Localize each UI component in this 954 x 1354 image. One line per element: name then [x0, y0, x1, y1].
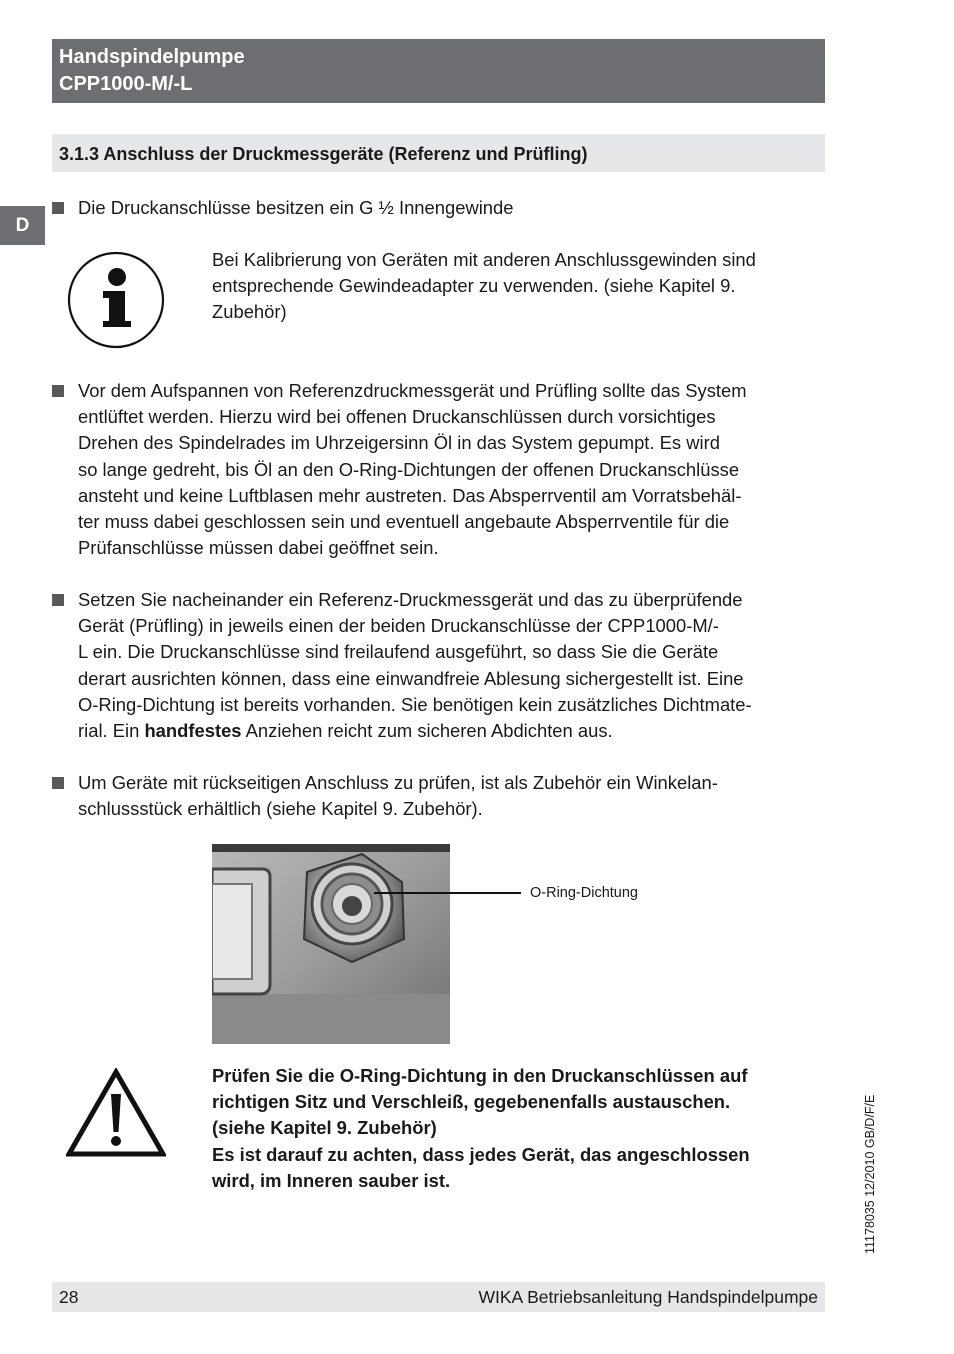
info-note-text — [212, 247, 824, 326]
text-line: entsprechende Gewindeadapter zu verwenden. (siehe Kapitel 9. — [212, 275, 736, 297]
o-ring-photo-drawing — [212, 844, 450, 1044]
bullet-paragraph — [78, 195, 823, 221]
bullet-marker — [52, 777, 64, 789]
text-line: wird, im Inneren sauber ist. — [212, 1169, 451, 1191]
header-model: CPP1000-M/-L — [59, 73, 193, 95]
text-line: derart ausrichten können, dass eine einwandfreie Ablesung sichergestellt ist. Eine — [78, 667, 744, 689]
text-line: Zubehör) — [212, 301, 287, 323]
emphasis-text: handfestes — [144, 720, 242, 742]
bullet-paragraph — [78, 378, 823, 561]
text-line: L ein. Die Druckanschlüsse sind freilaufend ausgeführt, so dass Sie die Geräte — [78, 641, 719, 663]
page-footer — [52, 1282, 825, 1312]
text-line: Um Geräte mit rückseitigen Anschluss zu prüfen, ist als Zubehör ein Winkelan- — [78, 772, 718, 793]
text-line: Bei Kalibrierung von Geräten mit anderen Anschlussgewinden sind — [212, 249, 756, 270]
text-line: so lange gedreht, bis Öl an den O-Ring-Dichtungen der offenen Druckanschlüsse — [78, 458, 740, 480]
page-header — [52, 39, 825, 103]
text-line: O-Ring-Dichtung ist bereits vorhanden. Sie benötigen kein zusätzliches Dichtmate- — [78, 693, 752, 715]
o-ring-photo — [212, 844, 450, 1044]
bullet-paragraph — [78, 587, 823, 744]
text-line: ter muss dabei geschlossen sein und eventuell angebaute Absperrventile für die — [78, 511, 730, 533]
bullet-marker — [52, 594, 64, 606]
info-icon — [66, 250, 166, 350]
warning-note-text — [212, 1063, 824, 1194]
text-line: Setzen Sie nacheinander ein Referenz-Druckmessgerät und das zu überprüfende — [78, 589, 743, 610]
text-line: schlussstück erhältlich (siehe Kapitel 9. Zubehör). — [78, 798, 483, 820]
document-code: 11178035 12/2010 GB/D/F/E — [863, 1094, 877, 1254]
text-line: ansteht und keine Luftblasen mehr austreten. Das Absperrventil am Vorratsbehäl- — [78, 484, 742, 506]
text-line: (siehe Kapitel 9. Zubehör) — [212, 1117, 437, 1139]
text-line: Es ist darauf zu achten, dass jedes Gerät, das angeschlossen — [212, 1143, 750, 1165]
text-line: Die Druckanschlüsse besitzen ein G ½ Innengewinde — [78, 197, 514, 218]
text-segment: rial. Ein — [78, 720, 145, 742]
callout-line — [374, 892, 521, 894]
footer-title: WIKA Betriebsanleitung Handspindelpumpe — [478, 1286, 818, 1307]
text-line: Drehen des Spindelrades im Uhrzeigersinn Öl in das System gepumpt. Es wird — [78, 432, 720, 454]
bullet-marker — [52, 202, 64, 214]
bullet-paragraph — [78, 770, 823, 822]
text-line: Gerät (Prüfling) in jeweils einen der beiden Druckanschlüsse der CPP1000-M/- — [78, 615, 719, 637]
language-tab: D — [0, 206, 45, 245]
section-heading: 3.1.3 Anschluss der Druckmessgeräte (Referenz und Prüfling) — [52, 134, 825, 172]
text-line: richtigen Sitz und Verschleiß, gegebenenfalls austauschen. — [212, 1091, 731, 1113]
text-line — [78, 718, 823, 744]
text-segment: Anziehen reicht zum sicheren Abdichten aus. — [241, 720, 613, 742]
header-title: Handspindelpumpe — [59, 46, 245, 68]
text-line: Vor dem Aufspannen von Referenzdruckmessgerät und Prüfling sollte das System — [78, 380, 747, 401]
warning-icon — [66, 1068, 166, 1158]
text-line: entlüftet werden. Hierzu wird bei offenen Druckanschlüssen durch vorsichtiges — [78, 406, 716, 428]
bullet-marker — [52, 385, 64, 397]
page-number: 28 — [59, 1286, 79, 1307]
callout-label: O-Ring-Dichtung — [530, 885, 638, 901]
text-line: Prüfen Sie die O-Ring-Dichtung in den Druckanschlüssen auf — [212, 1065, 748, 1086]
text-line: Prüfanschlüsse müssen dabei geöffnet sein. — [78, 537, 439, 559]
